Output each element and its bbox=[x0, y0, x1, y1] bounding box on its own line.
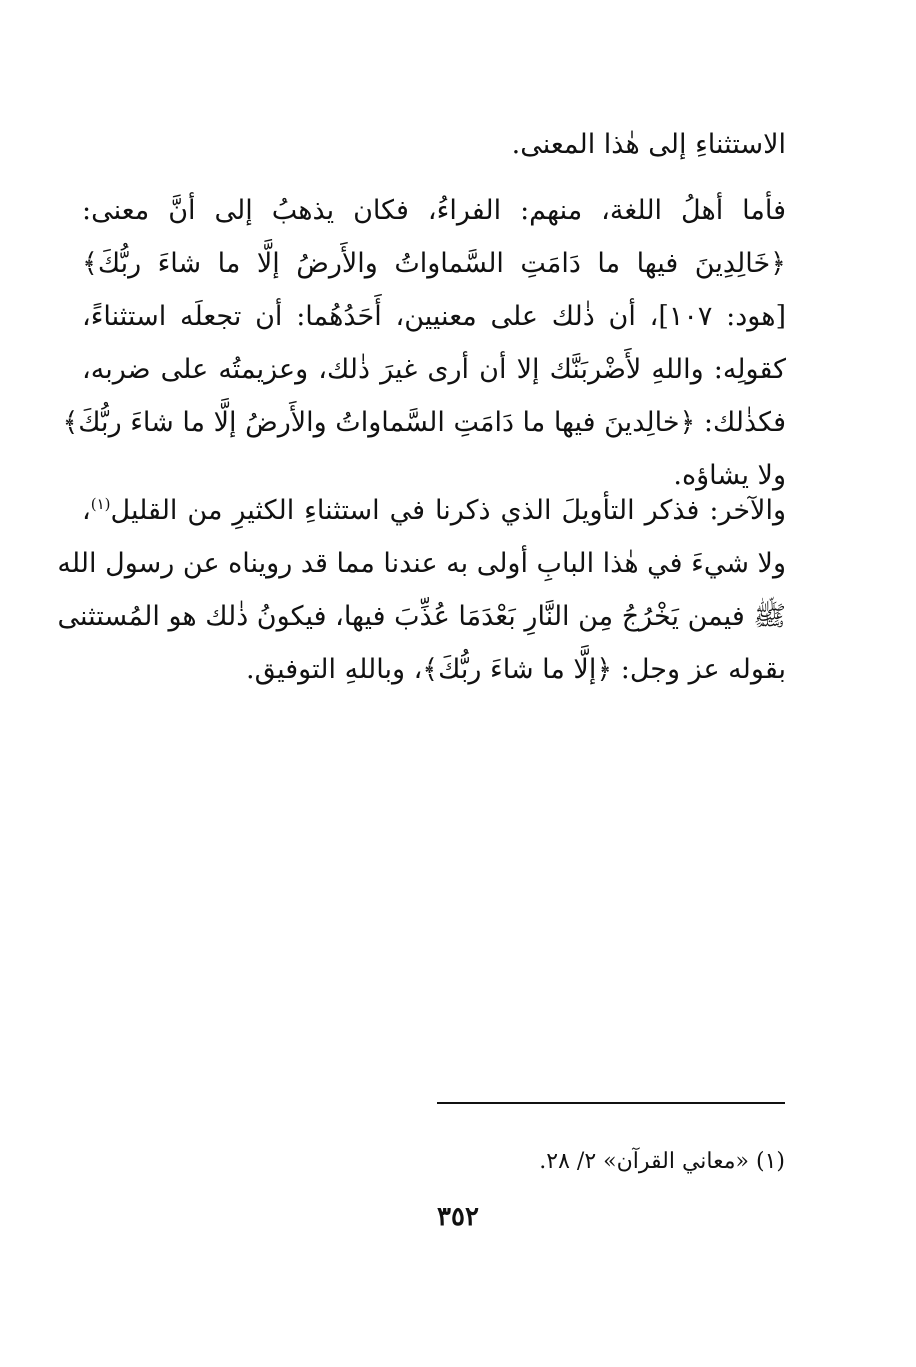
comma: ، bbox=[82, 495, 91, 526]
text-line: ﷺ فيمن يَخْرُجُ مِن النَّارِ بَعْدَمَا عُذِّبَ فيها، فيكونُ ذٰلك هو المُستثنى bbox=[57, 601, 786, 632]
text-line: [هود: ١٠٧]، أن ذٰلك على معنيين، أَحَدُهُما: أن تجعلَه استثناءً، bbox=[82, 301, 786, 332]
paragraph-continuation bbox=[82, 118, 786, 171]
text-line: كقولِه: واللهِ لأَضْربَنَّك إلا أن أرى غيرَ ذٰلك، وعزيمتُه على ضربه، bbox=[82, 354, 786, 385]
text-line: فأما أهلُ اللغة، منهم: الفراءُ، فكان يذهبُ إلى أنَّ معنى: bbox=[82, 195, 786, 226]
paragraph-other-meaning bbox=[57, 484, 786, 696]
footnote-marker[interactable]: (١) bbox=[90, 495, 111, 513]
text-line: الاستثناءِ إلى هٰذا المعنى. bbox=[511, 129, 786, 160]
text-line: ولا يشاؤه. bbox=[673, 460, 786, 491]
text-line-with-footnote bbox=[82, 484, 786, 537]
footnote-separator bbox=[437, 1102, 785, 1104]
text-line: والآخر: فذكر التأويلَ الذي ذكرنا في استثناءِ الكثيرِ من القليل bbox=[110, 495, 786, 526]
footnote: (١) «معاني القرآن» ٢/ ٢٨. bbox=[539, 1149, 785, 1174]
paragraph-farra bbox=[62, 184, 786, 502]
quran-verse-line: فكذٰلك: ﴿خالِدينَ فيها ما دَامَتِ السَّماواتُ والأَرضُ إلَّا ما شاءَ ربُّكَ﴾ bbox=[62, 407, 786, 438]
text-line: ولا شيءَ في هٰذا البابِ أولى به عندنا مما قد رويناه عن رسول الله bbox=[57, 548, 786, 579]
page-number: ٣٥٢ bbox=[437, 1202, 479, 1232]
quran-verse-line: ﴿خَالِدِينَ فيها ما دَامَتِ السَّماواتُ والأَرضُ إلَّا ما شاءَ ربُّكَ﴾ bbox=[82, 248, 786, 279]
text-line: بقوله عز وجل: ﴿إلَّا ما شاءَ ربُّكَ﴾، وباللهِ التوفيق. bbox=[246, 654, 786, 685]
